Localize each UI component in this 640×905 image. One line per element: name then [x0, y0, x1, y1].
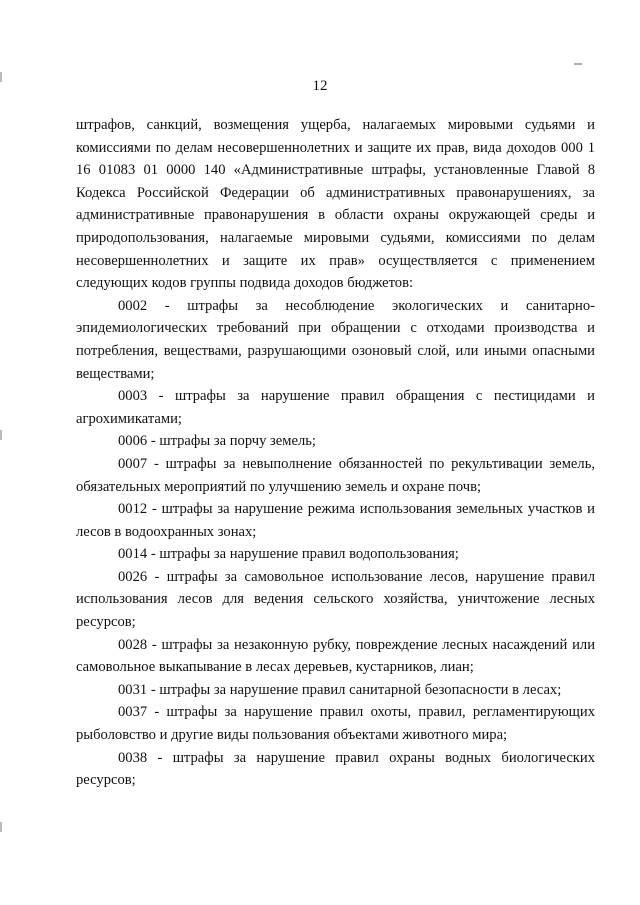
document-body [76, 114, 595, 792]
paragraph-code-0014: 0014 - штрафы за нарушение правил водопользования; [118, 546, 459, 563]
scan-edge-mark [0, 822, 2, 832]
paragraph-code-0007: 0007 - штрафы за невыполнение обязанностей по рекультивации земель, обязательных мероприятий по улучшению земель и охране почв; [76, 455, 595, 495]
paragraph-code-0031: 0031 - штрафы за нарушение правил санитарной безопасности в лесах; [118, 681, 562, 698]
paragraph-code-0002: 0002 - штрафы за несоблюдение экологических и санитарно-эпидемиологических требований при обращении с отходами производства и потребления, веществами, разрушающими озоновый слой, или иными опасными веществами; [76, 297, 595, 382]
scan-artifact [574, 63, 582, 65]
scan-edge-mark [0, 430, 2, 440]
page-number: 12 [312, 78, 328, 94]
paragraph-code-0003: 0003 - штрафы за нарушение правил обращения с пестицидами и агрохимикатами; [76, 388, 595, 427]
paragraph-code-0012: 0012 - штрафы за нарушение режима использования земельных участков и лесов в водоохранных зонах; [76, 501, 595, 540]
paragraph-code-0038: 0038 - штрафы за нарушение правил охраны водных биологических ресурсов; [76, 749, 595, 789]
paragraph-intro: штрафов, санкций, возмещения ущерба, налагаемых мировыми судьями и комиссиями по делам несовершеннолетних и защите их прав, вида доходов 000 1 16 01083 01 0000 140 «Административные штрафы, установленные Главой 8 Кодекса Российской Федерации об административных правонарушениях, за административные правонарушения в области охраны окружающей среды и природопользования, налагаемые мировыми судьями, комиссиями по делам несовершеннолетних и защите их прав» осуществляется с применением следующих кодов группы подвида доходов бюджетов: [76, 117, 595, 292]
paragraph-code-0028: 0028 - штрафы за незаконную рубку, повреждение лесных насаждений или самовольное выкапывание в лесах деревьев, кустарников, лиан; [76, 636, 595, 676]
paragraph-code-0037: 0037 - штрафы за нарушение правил охоты, правил, регламентирующих рыболовство и другие виды пользования объектами животного мира; [76, 704, 595, 744]
paragraph-code-0026: 0026 - штрафы за самовольное использование лесов, нарушение правил использования лесов для ведения сельского хозяйства, уничтожение лесных ресурсов; [76, 568, 595, 631]
paragraph-code-0006: 0006 - штрафы за порчу земель; [118, 433, 316, 450]
